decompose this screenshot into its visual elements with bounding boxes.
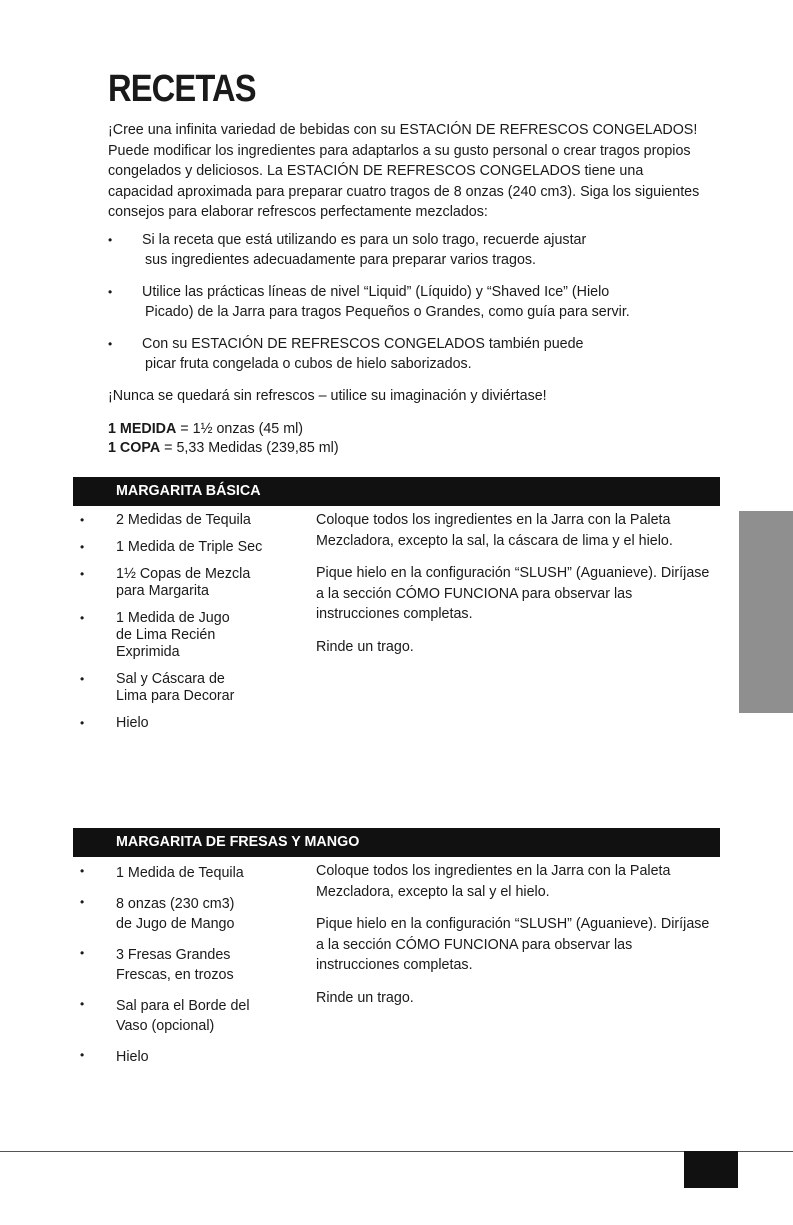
ingredient-line: • 1 Medida de Tequila xyxy=(116,865,244,881)
ingredient-line: • 1 Medida de Jugo xyxy=(116,610,230,626)
ingredient-item xyxy=(80,1047,280,1067)
page-title: RECETAS xyxy=(108,68,256,110)
tip-line: sus ingredientes adecuadamente para preparar varios tragos. xyxy=(145,252,537,268)
page-number-box xyxy=(684,1151,738,1188)
measure-value: = 5,33 Medidas (239,85 ml) xyxy=(160,440,339,456)
tip-item xyxy=(108,230,708,270)
tip-item xyxy=(108,282,708,322)
ingredient-line: • 3 Fresas Grandes xyxy=(116,947,231,963)
ingredient-line: • 8 onzas (230 cm3) xyxy=(116,896,235,912)
tip-line: picar fruta congelada o cubos de hielo saborizados. xyxy=(145,356,472,372)
tip-line: Con su ESTACIÓN DE REFRESCOS CONGELADOS también puede xyxy=(142,336,584,352)
ingredient-item xyxy=(80,566,280,600)
ingredient-line: Lima para Decorar xyxy=(116,688,235,704)
ingredient-line: • 1 Medida de Triple Sec xyxy=(116,539,263,555)
ingredient-line: Vaso (opcional) xyxy=(116,1018,215,1034)
recipe-step: Coloque todos los ingredientes en la Jarra con la Paleta Mezcladora, excepto la sal, la cáscara de lima y el hielo. xyxy=(316,512,673,549)
recipe-title-bar: MARGARITA DE FRESAS Y MANGO xyxy=(73,828,720,857)
tips-list xyxy=(108,230,708,386)
ingredient-item xyxy=(80,715,280,732)
ingredient-line: para Margarita xyxy=(116,583,209,599)
ingredient-line: • Sal y Cáscara de xyxy=(116,671,225,687)
measure-term: 1 COPA xyxy=(108,440,161,456)
recipe-steps xyxy=(316,861,711,1020)
ingredient-item xyxy=(80,512,280,529)
measure-line xyxy=(108,439,339,458)
recipe-title-bar: MARGARITA BÁSICA xyxy=(73,477,720,506)
ingredient-item xyxy=(80,671,280,705)
ingredient-item xyxy=(80,863,280,883)
ingredient-line: • Sal para el Borde del xyxy=(116,998,250,1014)
tip-line: Picado) de la Jarra para tragos Pequeños o Grandes, como guía para servir. xyxy=(145,304,630,320)
tip-line: Si la receta que está utilizando es para un solo trago, recuerde ajustar xyxy=(142,232,587,248)
ingredient-item xyxy=(80,996,280,1036)
measure-term: 1 MEDIDA xyxy=(108,421,177,437)
recipe-step: Pique hielo en la configuración “SLUSH” (Aguanieve). Diríjase a la sección CÓMO FUNCIONA para observar las instrucciones completas. xyxy=(316,916,710,973)
ingredient-line: de Jugo de Mango xyxy=(116,916,235,932)
tip-line: Utilice las prácticas líneas de nivel “Liquid” (Líquido) y “Shaved Ice” (Hielo xyxy=(142,284,610,300)
ingredient-line: de Lima Recién xyxy=(116,627,216,643)
measures-block xyxy=(108,420,339,458)
recipe-step: Rinde un trago. xyxy=(316,638,414,655)
recipe-step: Rinde un trago. xyxy=(316,989,414,1006)
ingredient-line: • 2 Medidas de Tequila xyxy=(116,512,251,528)
footer-divider xyxy=(0,1151,793,1152)
ingredient-item xyxy=(80,539,280,556)
ingredients-list xyxy=(80,863,280,1078)
recipe-step: Coloque todos los ingredientes en la Jarra con la Paleta Mezcladora, excepto la sal y el hielo. xyxy=(316,863,671,900)
intro-paragraph: ¡Cree una infinita variedad de bebidas con su ESTACIÓN DE REFRESCOS CONGELADOS! Puede modificar los ingredientes para adaptarlos a su gusto personal o crear tragos propios congelados y deliciosos. La ESTACIÓN DE REFRESCOS CONGELADOS tiene una capacidad aproximada para preparar cuatro tragos de 8 onzas (240 cm3). Siga los siguientes consejos para elaborar refrescos perfectamente mezclados: xyxy=(108,122,700,220)
side-section-tab xyxy=(739,511,793,713)
ingredient-item xyxy=(80,945,280,985)
recipe-step: Pique hielo en la configuración “SLUSH” (Aguanieve). Diríjase a la sección CÓMO FUNCIONA para observar las instrucciones completas. xyxy=(316,565,710,622)
closing-note: ¡Nunca se quedará sin refrescos – utilice su imaginación y diviértase! xyxy=(108,388,547,404)
tip-item xyxy=(108,334,708,374)
measure-line xyxy=(108,420,339,439)
measure-value: = 1½ onzas (45 ml) xyxy=(176,421,304,437)
ingredient-line: Exprimida xyxy=(116,644,180,660)
ingredient-item xyxy=(80,894,280,934)
ingredient-line: • Hielo xyxy=(116,715,149,731)
ingredient-line: • Hielo xyxy=(116,1049,149,1065)
ingredient-line: Frescas, en trozos xyxy=(116,967,234,983)
recipe-steps xyxy=(316,510,711,669)
ingredients-list xyxy=(80,512,280,742)
ingredient-line: • 1½ Copas de Mezcla xyxy=(116,566,251,582)
ingredient-item xyxy=(80,610,280,661)
